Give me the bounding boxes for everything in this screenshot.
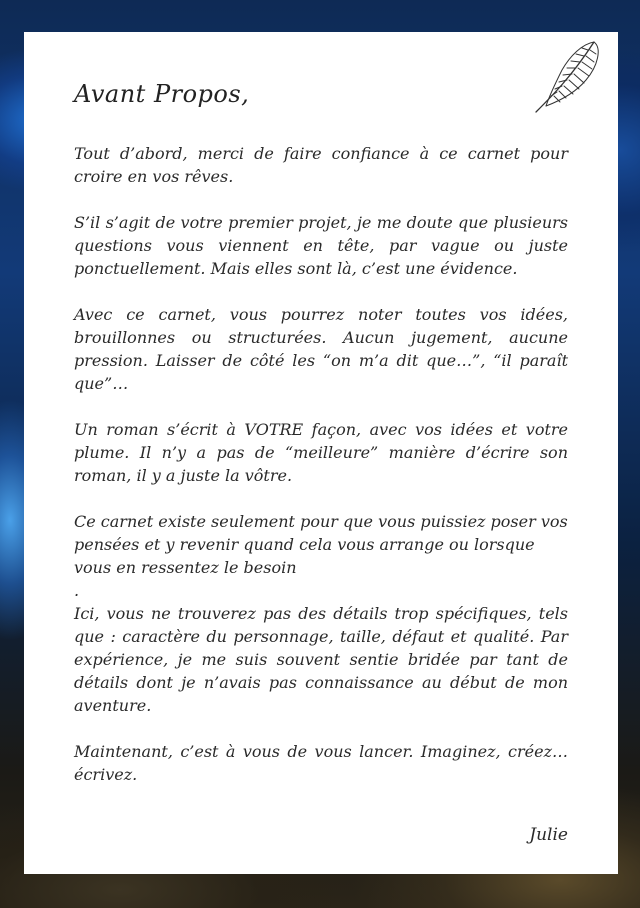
signature: Julie	[529, 825, 568, 845]
paragraph-details: Ici, vous ne trouverez pas des détails trop spécifiques, tels que : caractère du personnage, taille, défaut et qualité. Par expérience, je me suis souvent sentie bridée par tant de détails dont je n’avais pas connaissance au début de mon aventure.	[74, 604, 568, 715]
paragraph-notebook: Avec ce carnet, vous pourrez noter toutes vos idées, brouillonnes ou structurées. Aucun jugement, aucune pression. Laisser de côté les “on m’a dit que…”, “il paraît que”…	[74, 305, 568, 393]
document-page	[24, 32, 618, 874]
page-title: Avant Propos,	[74, 80, 250, 108]
body-text	[74, 142, 568, 809]
paragraph-purpose: Ce carnet existe seulement pour que vous puissiez poser vos pensées et y revenir quand cela vous arrange ou lorsque vous en ressentez le besoin	[74, 512, 568, 577]
paragraph-intro: Tout d’abord, merci de faire confiance à ce carnet pour croire en vos rêves.	[74, 144, 568, 186]
paragraph-your-way: Un roman s’écrit à VOTRE façon, avec vos idées et votre plume. Il n’y a pas de “meilleure” manière d’écrire son roman, il y a juste la vôtre.	[74, 420, 568, 485]
stray-period: .	[74, 581, 80, 600]
paragraph-closing: Maintenant, c’est à vous de vous lancer. Imaginez, créez… écrivez.	[74, 742, 568, 784]
paragraph-first-project: S’il s’agit de votre premier projet, je me doute que plusieurs questions vous viennent en tête, par vague ou juste ponctuellement. Mais elles sont là, c’est une évidence.	[74, 213, 568, 278]
feather-icon	[532, 36, 604, 116]
